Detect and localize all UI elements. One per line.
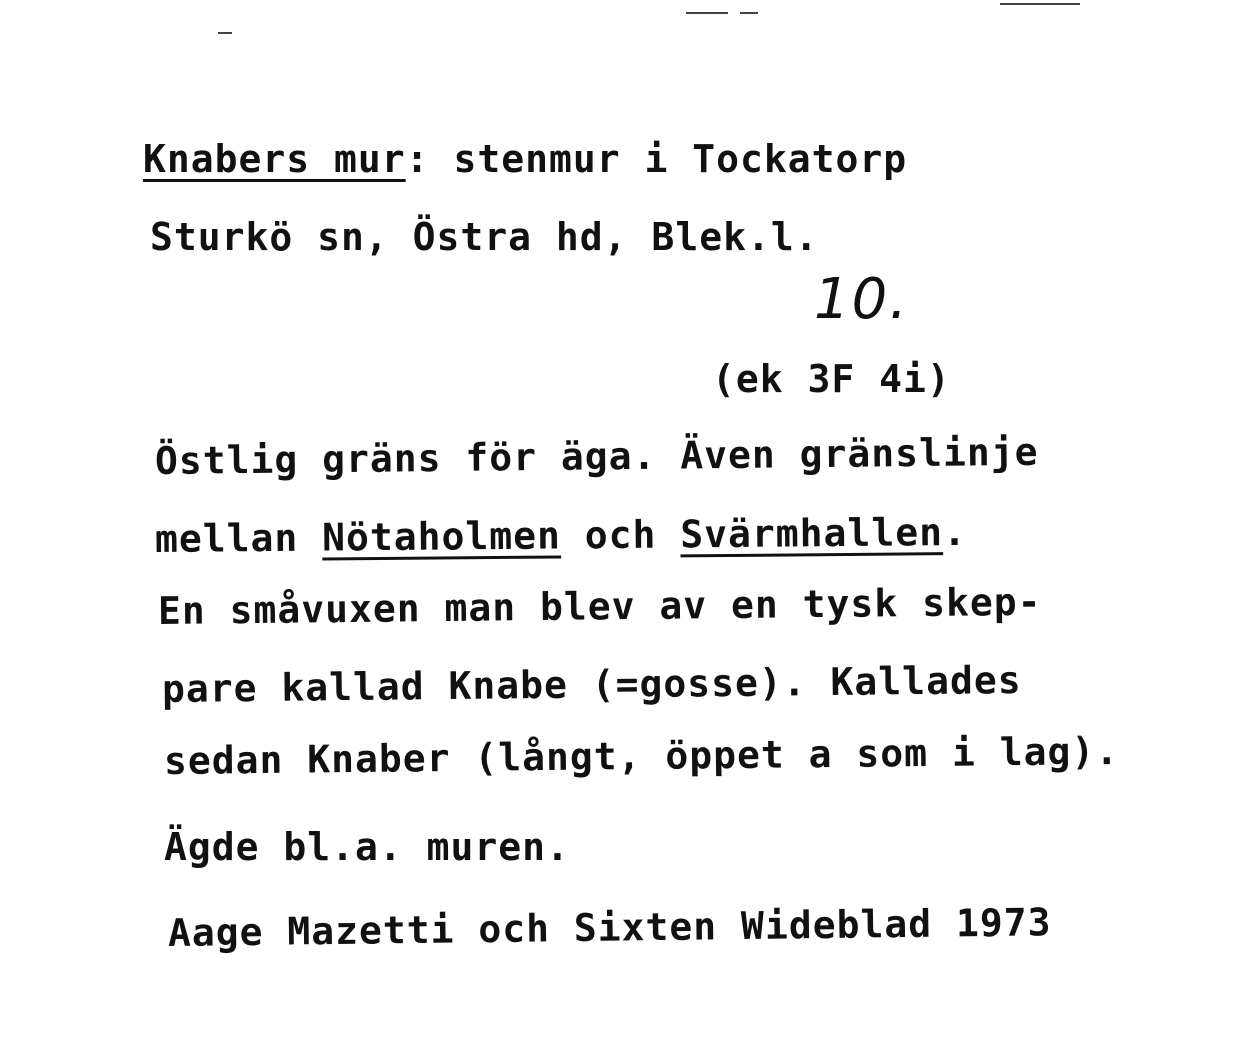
map-reference: (ek 3F 4i)	[712, 357, 951, 401]
headword-colon: :	[405, 137, 430, 181]
place-name-svarmhallen: Svärmhallen	[680, 510, 944, 557]
body-line-2-middle: och	[560, 512, 681, 558]
body-line-2	[154, 509, 968, 561]
scan-speck	[1000, 3, 1080, 5]
scan-speck	[740, 12, 758, 14]
place-name-notaholmen: Nötaholmen	[321, 513, 562, 560]
body-line-4: pare kallad Knabe (=gosse). Kallades	[161, 657, 1022, 711]
location-line: Sturkö sn, Östra hd, Blek.l.	[150, 215, 819, 259]
body-line-1: Östlig gräns för äga. Även gränslinje	[154, 429, 1039, 483]
card-number: 10.	[814, 267, 910, 332]
headword: Knabers mur	[143, 137, 406, 181]
heading-description: stenmur i Tockatorp	[429, 137, 908, 181]
body-line-2-end: .	[942, 509, 968, 555]
card-heading	[143, 137, 908, 181]
scan-speck	[686, 12, 728, 14]
body-line-2-start: mellan	[154, 515, 323, 561]
informants-line: Aage Mazetti och Sixten Wideblad 1973	[167, 900, 1052, 955]
body-line-3: En småvuxen man blev av en tysk skep-	[157, 579, 1042, 633]
body-line-6: Ägde bl.a. muren.	[164, 825, 570, 869]
scan-speck	[218, 32, 232, 34]
body-line-5: sedan Knaber (långt, öppet a som i lag).	[163, 728, 1120, 783]
